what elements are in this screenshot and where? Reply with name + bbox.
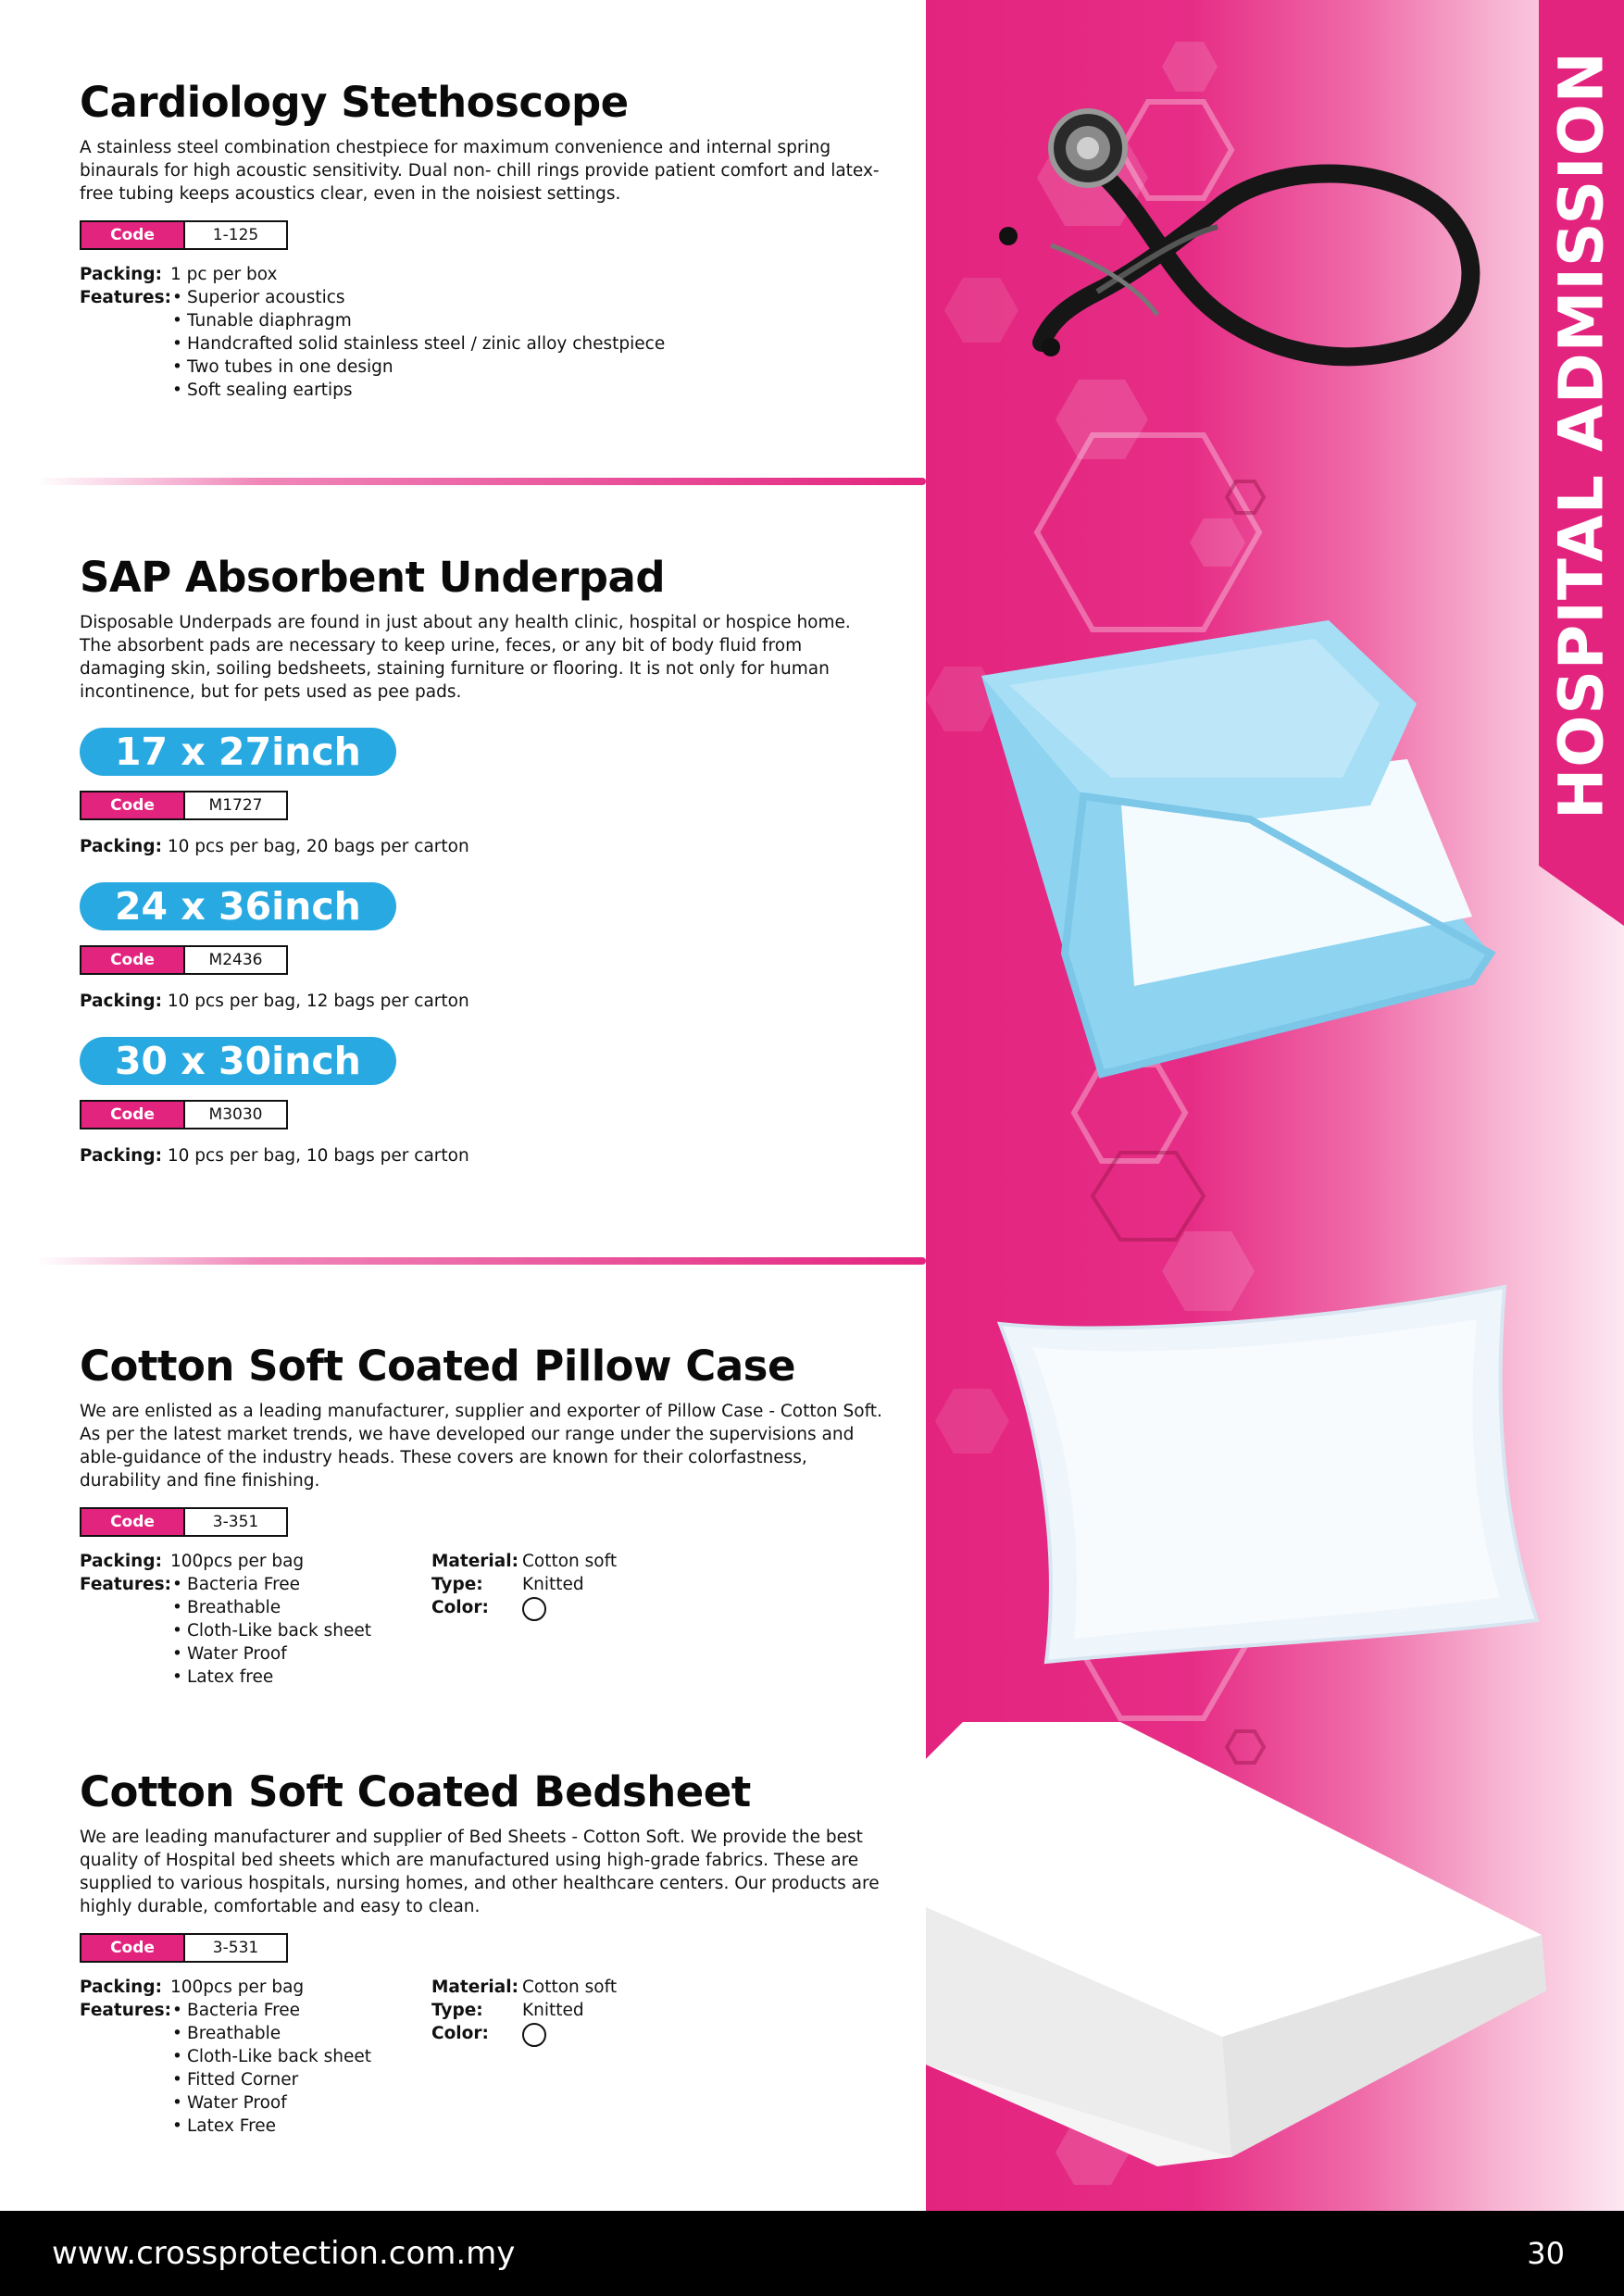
bedsheet-image xyxy=(926,1722,1555,2166)
code-value: M1727 xyxy=(183,792,286,818)
page-footer xyxy=(0,2211,1624,2296)
product-title: Cotton Soft Coated Pillow Case xyxy=(80,1341,795,1391)
features-row xyxy=(80,286,783,402)
product-code-box xyxy=(80,1507,288,1537)
stethoscope-image xyxy=(995,97,1495,375)
product-description: We are leading manufacturer and supplier of Bed Sheets - Cotton Soft. We provide the best quality of Hospital bed sheets which are manufactured using high-grade fabrics. These are supplied to various hospitals, nursing homes, and other healthcare centers. Our products are highly durable, comfortable and easy to clean. xyxy=(80,1827,880,1916)
packing-line xyxy=(80,835,885,858)
type-label: Type: xyxy=(431,2000,483,2020)
features-list xyxy=(170,1999,431,2138)
packing-value: 10 pcs per bag, 20 bags per carton xyxy=(167,836,469,856)
product-description: Disposable Underpads are found in just about any health clinic, hospital or hospice home. The absorbent pads are necessary to keep urine, feces, or any bit of body fluid from damaging skin, soiling bedsheets, staining furniture or flooring. It is not only for human incontinence, but for pets used as pee pads. xyxy=(80,612,851,702)
color-row xyxy=(431,2022,783,2047)
type-row xyxy=(431,1999,783,2022)
feature-item: • Fitted Corner xyxy=(170,2068,431,2091)
feature-item: • Breathable xyxy=(170,1596,431,1619)
code-label: Code xyxy=(81,792,183,818)
material-value: Cotton soft xyxy=(522,1977,618,1997)
code-label: Code xyxy=(81,1102,183,1128)
size-variant xyxy=(80,1013,885,1167)
packing-value: 100pcs per bag xyxy=(170,1551,305,1571)
feature-item: • Breathable xyxy=(170,2022,431,2045)
feature-item: • Soft sealing eartips xyxy=(170,379,783,402)
product-code-box xyxy=(80,1933,288,1963)
spec-grid xyxy=(80,1550,885,1689)
size-pill: 30 x 30inch xyxy=(80,1037,396,1085)
code-value: 1-125 xyxy=(183,222,286,248)
feature-item: • Cloth-Like back sheet xyxy=(170,1619,431,1642)
underpad-image xyxy=(972,620,1528,1092)
product-code-box xyxy=(80,945,288,975)
pillow-image xyxy=(995,1282,1542,1671)
color-swatch-icon xyxy=(522,1597,546,1621)
feature-item: • Latex Free xyxy=(170,2115,431,2138)
packing-line xyxy=(80,1144,885,1167)
spec-grid xyxy=(80,1976,885,2138)
packing-line xyxy=(80,990,885,1013)
type-label: Type: xyxy=(431,1574,483,1594)
color-row xyxy=(431,1596,783,1621)
features-list xyxy=(170,1573,431,1689)
code-value: 3-351 xyxy=(183,1509,286,1535)
color-swatch-icon xyxy=(522,2023,546,2047)
size-variant xyxy=(80,704,885,858)
material-row xyxy=(431,1976,783,1999)
feature-item: • Water Proof xyxy=(170,2091,431,2115)
features-row xyxy=(80,1999,431,2138)
features-row xyxy=(80,1573,431,1689)
packing-value: 10 pcs per bag, 10 bags per carton xyxy=(167,1145,469,1166)
website-link[interactable]: www.crossprotection.com.my xyxy=(52,2235,516,2272)
code-label: Code xyxy=(81,1509,183,1535)
product-pillow-case xyxy=(80,1342,885,1689)
feature-item: • Latex free xyxy=(170,1666,431,1689)
packing-row xyxy=(80,1550,431,1573)
feature-item: • Bacteria Free xyxy=(170,1573,431,1596)
features-label: Features: xyxy=(80,1574,172,1594)
size-pill: 24 x 36inch xyxy=(80,882,396,930)
section-divider xyxy=(37,478,926,485)
size-pill: 17 x 27inch xyxy=(80,728,396,776)
size-variant xyxy=(80,858,885,1013)
feature-item: • Superior acoustics xyxy=(170,286,783,309)
product-code-box xyxy=(80,791,288,820)
feature-item: • Cloth-Like back sheet xyxy=(170,2045,431,2068)
code-label: Code xyxy=(81,222,183,248)
product-title: Cotton Soft Coated Bedsheet xyxy=(80,1767,751,1816)
feature-item: • Water Proof xyxy=(170,1642,431,1666)
product-bedsheet xyxy=(80,1768,885,2138)
packing-row xyxy=(80,263,783,286)
packing-label: Packing: xyxy=(80,991,162,1011)
packing-label: Packing: xyxy=(80,836,162,856)
product-code-box xyxy=(80,220,288,250)
color-label: Color: xyxy=(431,2023,489,2043)
color-label: Color: xyxy=(431,1597,489,1617)
features-label: Features: xyxy=(80,287,172,307)
product-title: SAP Absorbent Underpad xyxy=(80,553,666,602)
code-value: 3-531 xyxy=(183,1935,286,1961)
feature-item: • Tunable diaphragm xyxy=(170,309,783,332)
product-stethoscope xyxy=(80,79,885,402)
feature-item: • Handcrafted solid stainless steel / zinic alloy chestpiece xyxy=(170,332,783,356)
product-description: We are enlisted as a leading manufacturer, supplier and exporter of Pillow Case - Cotton Soft. As per the latest market trends, we have developed our range under the supervisions and able-guidance of the industry heads. These covers are known for their colorfastness, durability and fine finishing. xyxy=(80,1401,882,1491)
product-description: A stainless steel combination chestpiece for maximum convenience and internal spring binaurals for high acoustic sensitivity. Dual non- chill rings provide patient comfort and latex-free tubing keeps acoustics clear, even in the noisiest settings. xyxy=(80,137,880,204)
packing-label: Packing: xyxy=(80,264,162,284)
spec-grid xyxy=(80,263,885,402)
material-label: Material: xyxy=(431,1551,518,1571)
product-underpad xyxy=(80,554,885,1167)
packing-label: Packing: xyxy=(80,1551,162,1571)
category-label: HOSPITAL ADMISSION xyxy=(1545,51,1618,819)
product-title: Cardiology Stethoscope xyxy=(80,78,629,127)
material-value: Cotton soft xyxy=(522,1551,618,1571)
section-divider xyxy=(37,1257,926,1265)
packing-value: 10 pcs per bag, 12 bags per carton xyxy=(167,991,469,1011)
material-label: Material: xyxy=(431,1977,518,1997)
packing-value: 1 pc per box xyxy=(170,264,278,284)
features-label: Features: xyxy=(80,2000,172,2020)
feature-item: • Two tubes in one design xyxy=(170,356,783,379)
type-value: Knitted xyxy=(522,2000,584,2020)
code-value: M3030 xyxy=(183,1102,286,1128)
code-value: M2436 xyxy=(183,947,286,973)
packing-label: Packing: xyxy=(80,1977,162,1997)
packing-value: 100pcs per bag xyxy=(170,1977,305,1997)
type-value: Knitted xyxy=(522,1574,584,1594)
code-label: Code xyxy=(81,1935,183,1961)
type-row xyxy=(431,1573,783,1596)
code-label: Code xyxy=(81,947,183,973)
product-code-box xyxy=(80,1100,288,1129)
packing-row xyxy=(80,1976,431,1999)
material-row xyxy=(431,1550,783,1573)
feature-item: • Bacteria Free xyxy=(170,1999,431,2022)
packing-label: Packing: xyxy=(80,1145,162,1166)
page-number: 30 xyxy=(1527,2236,1565,2271)
features-list xyxy=(170,286,783,402)
